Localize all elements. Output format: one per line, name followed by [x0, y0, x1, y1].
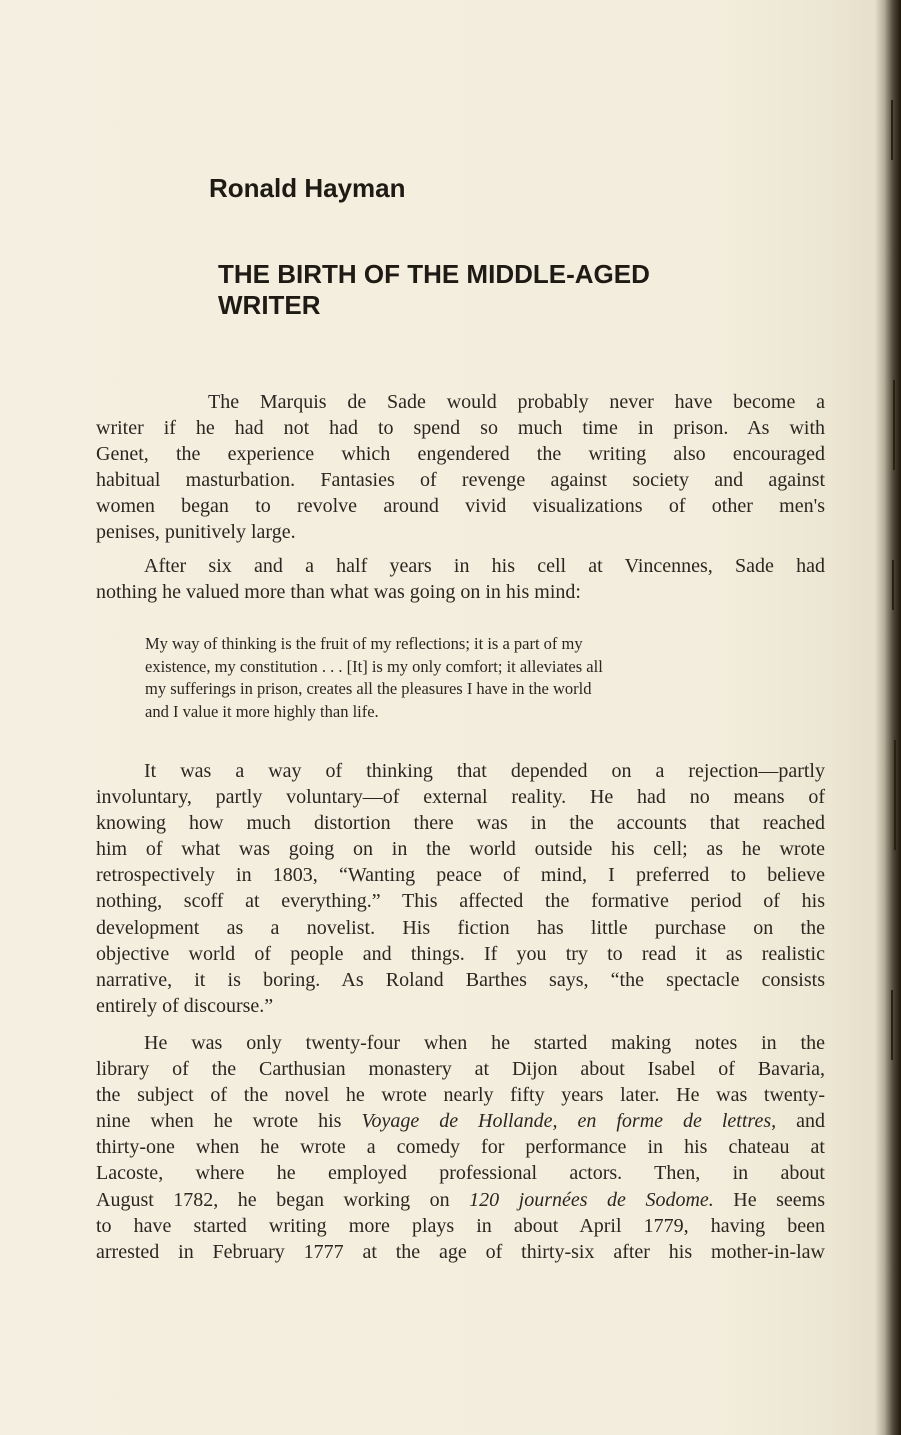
text-line: nothing, scoff at everything.” This affected the formative period of his [96, 890, 825, 913]
quote-line: My way of thinking is the fruit of my reflections; it is a part of my [145, 634, 583, 653]
paragraph-2 [96, 553, 825, 605]
page-edge-mark [893, 380, 895, 470]
text-line: him of what was going on in the world outside his cell; as he wrote [96, 838, 825, 861]
text-line: involuntary, partly voluntary—of external reality. He had no means of [96, 786, 825, 809]
book-title-italic: Voyage de Hollande, en forme de lettres, [361, 1110, 777, 1133]
text-line: the subject of the novel he wrote nearly fifty years later. He was twenty- [96, 1084, 825, 1107]
text-line: narrative, it is boring. As Roland Barthes says, “the spectacle consists [96, 968, 825, 991]
text-line [96, 1187, 825, 1213]
author-name: Ronald Hayman [209, 173, 406, 203]
paragraph-1 [96, 389, 825, 546]
text-line: It was a way of thinking that depended on a rejection—partly [144, 760, 825, 782]
page-edge-mark [894, 740, 896, 850]
page-edge-mark [891, 100, 893, 160]
text-line: entirely of discourse.” [96, 994, 274, 1017]
book-spine-edge [875, 0, 901, 1435]
text-line: Lacoste, where he employed professional actors. Then, in about [96, 1162, 825, 1185]
text-line: He was only twenty-four when he started making notes in the [144, 1032, 825, 1054]
text-line: library of the Carthusian monastery at Dijon about Isabel of Bavaria, [96, 1058, 825, 1081]
paragraph-4 [96, 1030, 825, 1265]
text-run: August 1782, he began working on [96, 1188, 470, 1211]
text-line: arrested in February 1777 at the age of thirty-six after his mother-in-law [96, 1240, 825, 1263]
chapter-title-line: THE BIRTH OF THE MIDDLE-AGED [218, 259, 650, 289]
text-line: development as a novelist. His fiction has little purchase on the [96, 916, 825, 939]
text-line: habitual masturbation. Fantasies of revenge against society and against [96, 469, 825, 492]
paragraph-3 [96, 758, 825, 1019]
text-line: After six and a half years in his cell at Vincennes, Sade had [144, 555, 825, 577]
chapter-title-line: WRITER [218, 290, 321, 320]
text-line: writer if he had not had to spend so much time in prison. As with [96, 417, 825, 440]
text-line: penises, punitively large. [96, 521, 296, 544]
text-line: retrospectively in 1803, “Wanting peace of mind, I preferred to believe [96, 864, 825, 887]
quote-line: existence, my constitution . . . [It] is my only comfort; it alleviates all [145, 656, 603, 676]
text-line [96, 1108, 825, 1134]
text-line: knowing how much distortion there was in the accounts that reached [96, 812, 825, 835]
text-line: objective world of people and things. If you try to read it as realistic [96, 942, 825, 965]
text-line: The Marquis de Sade would probably never have become a [208, 391, 825, 413]
text-line: nothing he valued more than what was going on in his mind: [96, 581, 581, 604]
quote-line: my sufferings in prison, creates all the pleasures I have in the world [145, 679, 592, 699]
chapter-title [218, 259, 778, 321]
page-edge-mark [891, 990, 893, 1060]
text-run: and [776, 1110, 825, 1133]
text-line: women began to revolve around vivid visualizations of other men's [96, 495, 825, 518]
page-edge-mark [892, 560, 894, 610]
text-line: to have started writing more plays in about April 1779, having been [96, 1214, 825, 1237]
text-run: nine when he wrote his [96, 1110, 362, 1133]
text-line: Genet, the experience which engendered the writing also encouraged [96, 443, 825, 466]
text-line: thirty-one when he wrote a comedy for performance in his chateau at [96, 1136, 825, 1159]
block-quote [145, 633, 780, 724]
text-run: He seems [713, 1188, 826, 1211]
book-title-italic: 120 journées de Sodome. [469, 1188, 714, 1211]
quote-line: and I value it more highly than life. [145, 702, 379, 722]
